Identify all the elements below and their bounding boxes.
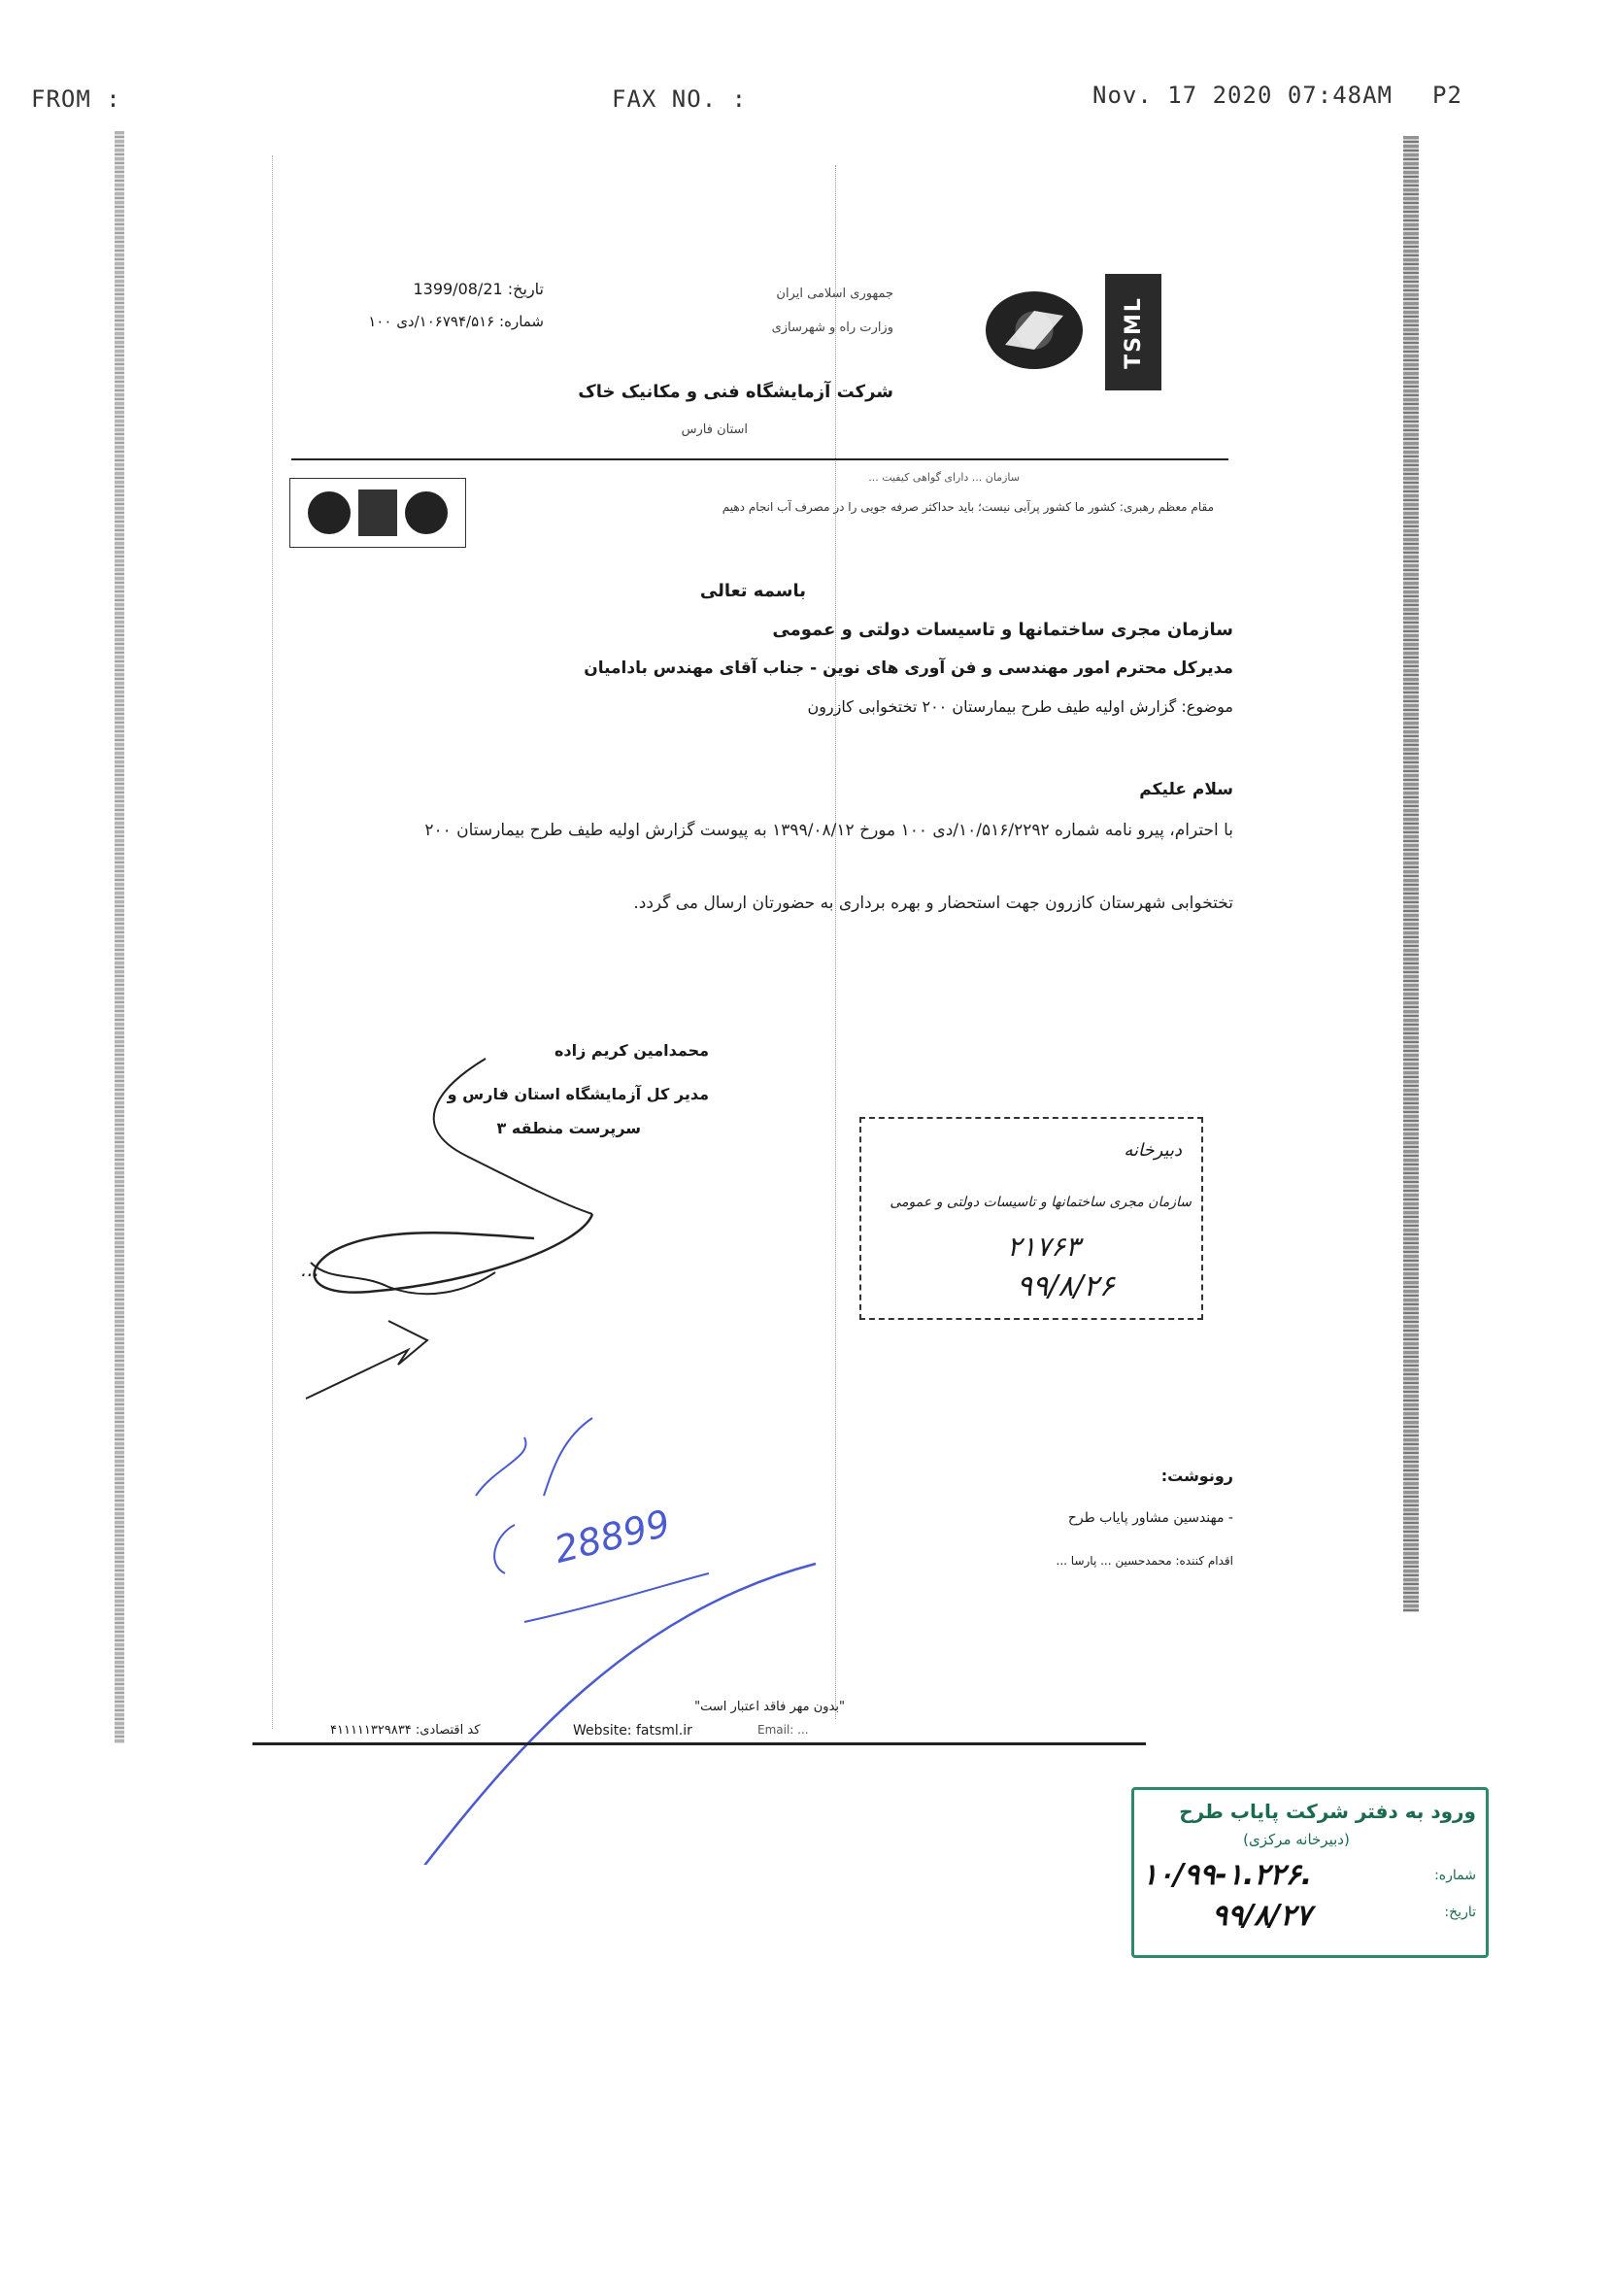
letter-number xyxy=(320,313,544,330)
received-stamp xyxy=(859,1117,1203,1320)
certification-note: سازمان ... دارای گواهی کیفیت ... xyxy=(868,471,1020,484)
scan-edge-left xyxy=(115,131,124,1743)
cc-item-2: اقدام کننده: محمدحسین ... پارسا ... xyxy=(1056,1554,1233,1568)
letterhead-ministry: وزارت راه و شهرسازی xyxy=(771,321,893,335)
fax-from: FROM : xyxy=(31,85,121,113)
leader-quote: مقام معظم رهبری: کشور ما کشور پرآبی نیست؛ باید حداکثر صرفه جویی را در مصرف آب انجام دهیم xyxy=(722,500,1214,514)
received-stamp-date: ۹۹/۸/۲۶ xyxy=(1017,1269,1115,1303)
letterhead-republic: جمهوری اسلامی ایران xyxy=(776,287,893,301)
letter-body-line-2: تختخوابی شهرستان کازرون جهت استحضار و بهره برداری به حضورتان ارسال می گردد. xyxy=(633,894,1233,913)
signer-name: محمدامین کریم زاده xyxy=(554,1041,709,1060)
entry-stamp-date-value: ۹۹/۸/۲۷ xyxy=(1212,1899,1312,1933)
iso-cert-icon xyxy=(308,491,351,534)
received-stamp-number: ۲۱۷۶۳ xyxy=(1007,1231,1081,1263)
footer-validity-note: "بدون مهر فاقد اعتبار است" xyxy=(694,1700,845,1714)
entry-stamp-date-label: تاریخ: xyxy=(1444,1905,1476,1920)
blue-pen-annotation xyxy=(418,1379,825,1865)
company-emblem-icon xyxy=(986,291,1083,369)
letter-number-label: شماره: xyxy=(499,313,544,330)
tsml-logo xyxy=(1105,274,1161,390)
footer-email: Email: ... xyxy=(757,1723,809,1737)
quality-cert-icon xyxy=(358,490,397,536)
recipient-person: مدیرکل محترم امور مهندسی و فن آوری های نوین - جناب آقای مهندس بادامیان xyxy=(584,658,1233,678)
standard-cert-icon xyxy=(405,491,448,534)
entry-stamp-title: ورود به دفتر شرکت پایاب طرح xyxy=(1179,1800,1476,1823)
letter-date-value: 1399/08/21 xyxy=(413,280,503,298)
footer-website: Website: fatsml.ir xyxy=(573,1723,692,1739)
footer-economic-code: کد اقتصادی: ۴۱۱۱۱۱۳۲۹۸۳۴ xyxy=(330,1723,481,1738)
signature-mark xyxy=(291,1030,612,1418)
fax-number: FAX NO. : xyxy=(612,85,748,113)
tsml-logo-text: TSML xyxy=(1121,295,1146,369)
footer-divider xyxy=(252,1742,1146,1745)
entry-stamp-subtitle: (دبیرخانه مرکزی) xyxy=(1243,1831,1350,1848)
scan-edge-right xyxy=(1403,136,1419,1612)
cc-item-1: - مهندسین مشاور پایاب طرح xyxy=(1067,1510,1233,1526)
letter-date-label: تاریخ: xyxy=(507,280,544,298)
entry-stamp xyxy=(1131,1787,1489,1958)
letterhead-divider xyxy=(291,458,1228,460)
letterhead-company: شرکت آزمایشگاه فنی و مکانیک خاک xyxy=(578,382,893,402)
letter-number-value: ۱۰۶۷۹۴/۵۱۶/دی ۱۰۰ xyxy=(368,313,495,330)
entry-stamp-number-value: ۱۰/۹۹-۱.۲۲۶. xyxy=(1142,1858,1313,1892)
handwritten-number: 28899 xyxy=(550,1502,675,1571)
fax-page: P2 xyxy=(1432,82,1462,109)
entry-stamp-number-label: شماره: xyxy=(1434,1868,1476,1883)
certification-logos xyxy=(289,478,466,548)
recipient-organization: سازمان مجری ساختمانها و تاسیسات دولتی و عمومی xyxy=(772,620,1233,640)
received-stamp-organization: سازمان مجری ساختمانها و تاسیسات دولتی و عمومی xyxy=(890,1195,1192,1210)
letterhead-province: استان فارس xyxy=(681,422,748,437)
letter-heading: باسمه تعالی xyxy=(699,581,806,601)
signer-title-1: مدیر کل آزمایشگاه استان فارس و xyxy=(447,1085,709,1103)
letter-greeting: سلام علیکم xyxy=(1139,780,1233,799)
fax-datetime: Nov. 17 2020 07:48AM xyxy=(1092,82,1393,109)
handwritten-signature-text: ... xyxy=(301,1258,320,1281)
letter-body-line-1: با احترام، پیرو نامه شماره ۱۰/۵۱۶/۲۲۹۲/دی ۱۰۰ مورخ ۱۳۹۹/۰۸/۱۲ به پیوست گزارش اولیه طیف طرح بیمارستان ۲۰۰ xyxy=(424,821,1233,840)
scan-fold-line-left xyxy=(272,155,273,1729)
received-stamp-label: دبیرخانه xyxy=(1124,1140,1182,1161)
letter-date xyxy=(320,280,544,298)
signer-title-2: سرپرست منطقه ۳ xyxy=(496,1119,641,1137)
letter-subject: موضوع: گزارش اولیه طیف طرح بیمارستان ۲۰۰ تختخوابی کازرون xyxy=(807,697,1233,716)
cc-label: رونوشت: xyxy=(1160,1467,1233,1485)
